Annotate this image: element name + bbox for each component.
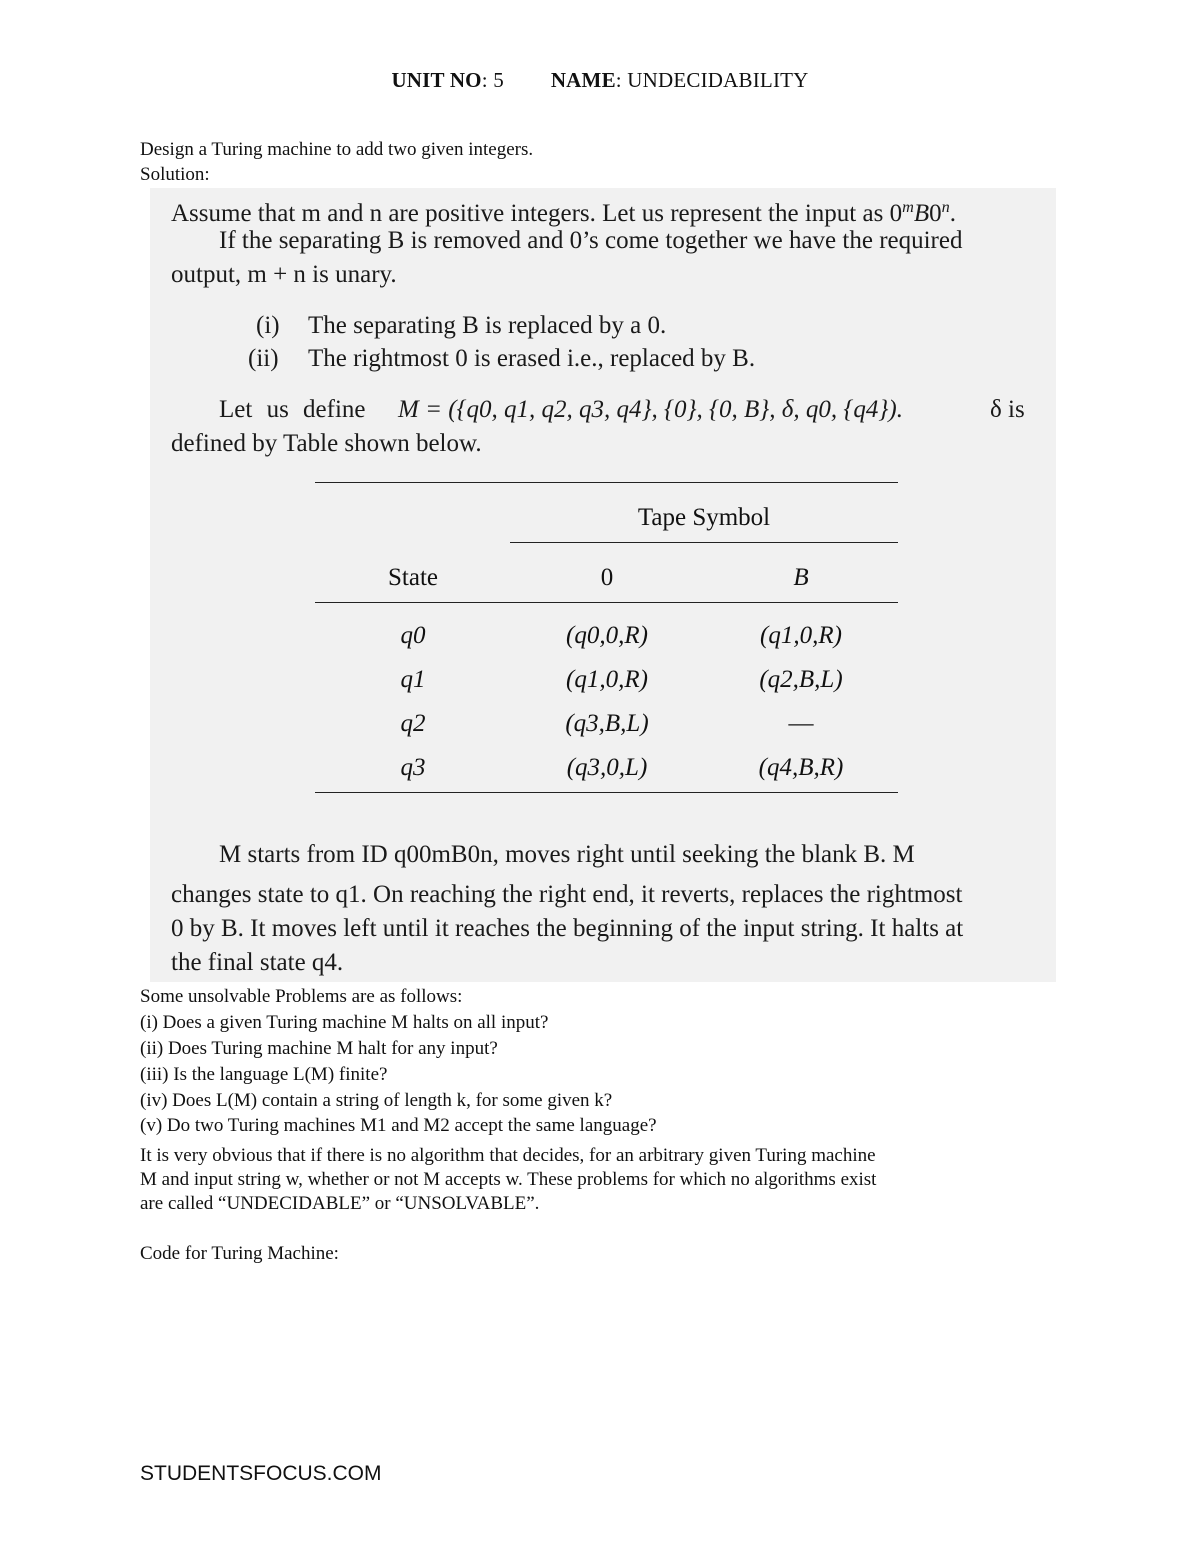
- tape-symbol-header: Tape Symbol: [637, 504, 771, 531]
- description-line-1: M starts from ID q00mB0n, moves right until seeking the blank B. M: [219, 841, 915, 868]
- problem-item: (i) Does a given Turing machine M halts on all input?: [140, 1012, 549, 1033]
- problem-item: (ii) Does Turing machine M halt for any input?: [140, 1038, 498, 1059]
- row-on-b: (q2,B,L): [759, 666, 843, 693]
- scan-paragraph-1: Assume that m and n are positive integers. Let us represent the input as 0$^m$B0$^n$.: [171, 198, 956, 227]
- site-footer: STUDENTSFOCUS.COM: [140, 1462, 382, 1485]
- header-rule: [315, 602, 898, 603]
- name-label: NAME: [550, 68, 616, 92]
- row-state: q1: [400, 666, 426, 693]
- name-value: : UNDECIDABILITY: [615, 68, 809, 92]
- definition-line-2: defined by Table shown below.: [171, 430, 482, 457]
- row-state: q0: [400, 622, 426, 649]
- row-state: q3: [400, 754, 426, 781]
- table-bottom-rule: [315, 792, 898, 793]
- row-on-b: —: [788, 710, 814, 737]
- unit-value: : 5: [481, 68, 504, 92]
- code-heading: Code for Turing Machine:: [140, 1243, 339, 1264]
- unit-label: UNIT NO: [391, 68, 482, 92]
- step-1-number: (i): [256, 312, 280, 339]
- row-on-0: (q1,0,R): [566, 666, 648, 693]
- definition-suffix: δ is: [990, 396, 1025, 423]
- state-header: State: [388, 564, 438, 591]
- conclusion-line-3: are called “UNDECIDABLE” or “UNSOLVABLE”.: [140, 1193, 540, 1214]
- definition-prefix: Let us define: [219, 396, 366, 423]
- description-line-3: 0 by B. It moves left until it reaches the beginning of the input string. It halts at: [171, 915, 964, 942]
- column-b-header: B: [793, 564, 809, 591]
- question-text: Design a Turing machine to add two given integers.: [140, 139, 534, 160]
- page-header: [0, 68, 1200, 93]
- row-on-b: (q4,B,R): [758, 754, 844, 781]
- conclusion-line-2: M and input string w, whether or not M accepts w. These problems for which no algorithms exist: [140, 1169, 877, 1190]
- table-top-rule: [315, 482, 898, 483]
- problem-item: (iii) Is the language L(M) finite?: [140, 1064, 388, 1085]
- problems-intro: Some unsolvable Problems are as follows:: [140, 986, 463, 1007]
- scan-paragraph-3: output, m + n is unary.: [171, 261, 397, 288]
- column-0-header: 0: [600, 564, 614, 591]
- scan-paragraph-2: If the separating B is removed and 0’s come together we have the required: [219, 227, 963, 254]
- problem-item: (iv) Does L(M) contain a string of length k, for some given k?: [140, 1090, 613, 1111]
- problem-item: (v) Do two Turing machines M1 and M2 accept the same language?: [140, 1115, 657, 1136]
- row-on-b: (q1,0,R): [760, 622, 842, 649]
- step-1-text: The separating B is replaced by a 0.: [308, 312, 667, 339]
- definition-formula: M = ({q0, q1, q2, q3, q4}, {0}, {0, B}, δ, q0, {q4}).: [398, 396, 903, 423]
- row-on-0: (q3,B,L): [565, 710, 649, 737]
- row-on-0: (q0,0,R): [566, 622, 648, 649]
- row-state: q2: [400, 710, 426, 737]
- step-2-number: (ii): [248, 345, 279, 372]
- conclusion-line-1: It is very obvious that if there is no algorithm that decides, for an arbitrary given Turing machine: [140, 1145, 876, 1166]
- row-on-0: (q3,0,L): [566, 754, 648, 781]
- solution-label: Solution:: [140, 164, 210, 185]
- group-header-rule: [510, 542, 898, 543]
- description-line-4: the final state q4.: [171, 949, 344, 976]
- step-2-text: The rightmost 0 is erased i.e., replaced by B.: [308, 345, 756, 372]
- description-line-2: changes state to q1. On reaching the right end, it reverts, replaces the rightmost: [171, 881, 963, 908]
